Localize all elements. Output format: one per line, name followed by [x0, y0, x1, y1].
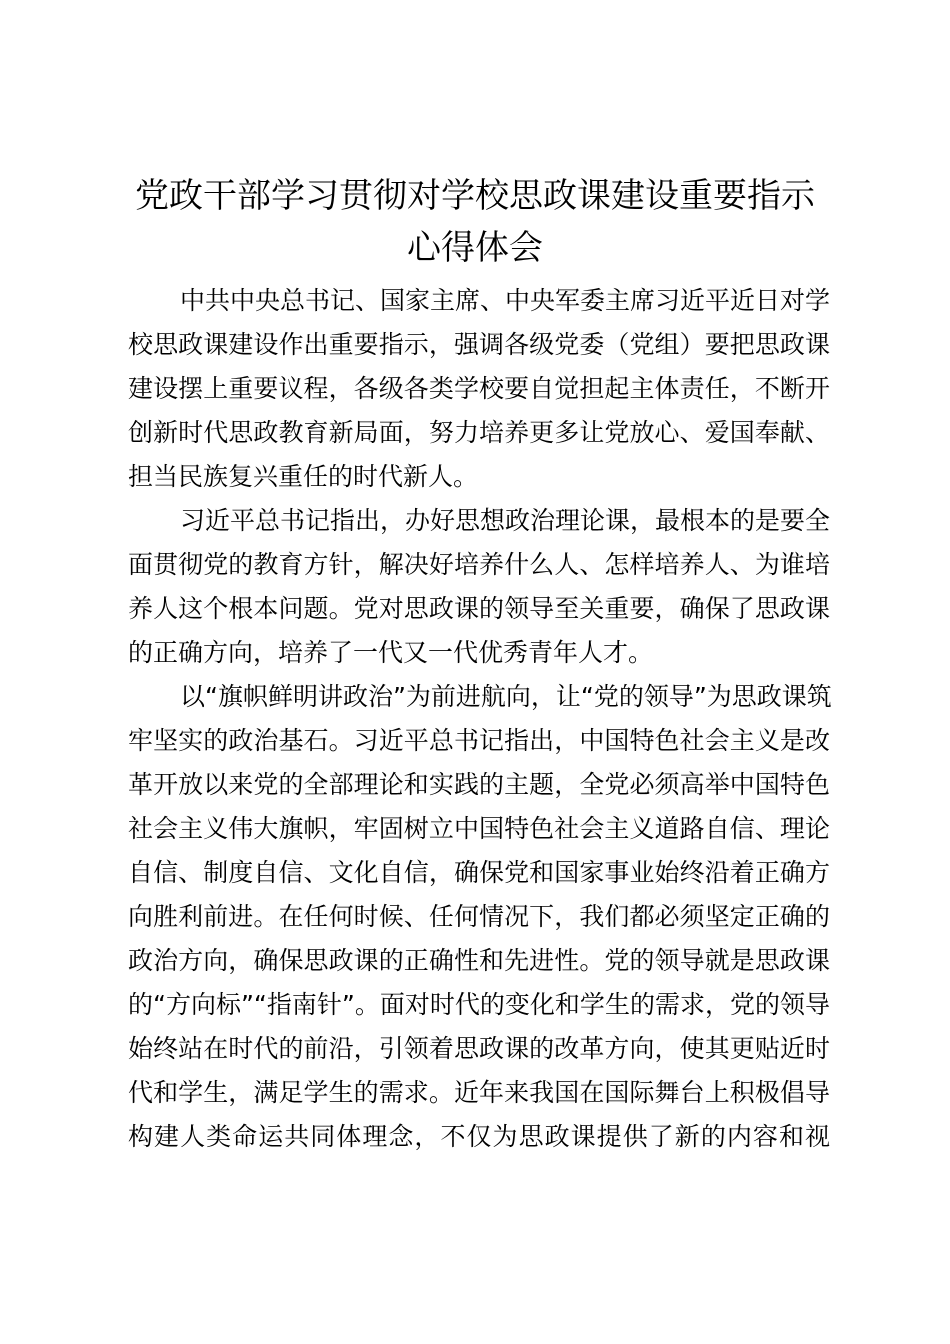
paragraph-line: 校思政课建设作出重要指示，强调各级党委（党组）要把思政课	[128, 330, 830, 359]
paragraph-line: 以“旗帜鲜明讲政治”为前进航向，让“党的领导”为思政课筑	[180, 682, 832, 711]
paragraph-line: 养人这个根本问题。党对思政课的领导至关重要，确保了思政课	[128, 594, 830, 623]
paragraph-line: 向胜利前进。在任何时候、任何情况下，我们都必须坚定正确的	[128, 902, 830, 931]
paragraph-line: 社会主义伟大旗帜，牢固树立中国特色社会主义道路自信、理论	[128, 814, 830, 843]
title-line: 心得体会	[407, 228, 543, 268]
paragraph-line: 中共中央总书记、国家主席、中央军委主席习近平近日对学	[180, 286, 831, 315]
paragraph-line: 面贯彻党的教育方针，解决好培养什么人、怎样培养人、为谁培	[128, 550, 830, 579]
paragraph-line: 担当民族复兴重任的时代新人。	[128, 462, 479, 491]
paragraph-line: 代和学生，满足学生的需求。近年来我国在国际舞台上积极倡导	[128, 1078, 830, 1107]
paragraph-line: 牢坚实的政治基石。习近平总书记指出，中国特色社会主义是改	[128, 726, 830, 755]
document-title	[120, 170, 830, 274]
paragraph-line: 革开放以来党的全部理论和实践的主题，全党必须高举中国特色	[128, 770, 830, 799]
paragraph-line: 习近平总书记指出，办好思想政治理论课，最根本的是要全	[180, 506, 831, 535]
title-line: 党政干部学习贯彻对学校思政课建设重要指示	[135, 176, 815, 216]
paragraph-line: 的正确方向，培养了一代又一代优秀青年人才。	[128, 638, 654, 667]
paragraph-line: 构建人类命运共同体理念，不仅为思政课提供了新的内容和视	[128, 1122, 830, 1151]
paragraph-line: 始终站在时代的前沿，引领着思政课的改革方向，使其更贴近时	[128, 1034, 830, 1063]
paragraph-line: 政治方向，确保思政课的正确性和先进性。党的领导就是思政课	[128, 946, 830, 975]
document-body	[128, 279, 830, 1159]
paragraph-line: 创新时代思政教育新局面，努力培养更多让党放心、爱国奉献、	[128, 418, 830, 447]
paragraph-line: 建设摆上重要议程，各级各类学校要自觉担起主体责任，不断开	[128, 374, 830, 403]
paragraph-line: 的“方向标”“指南针”。面对时代的变化和学生的需求，党的领导	[128, 990, 830, 1019]
paragraph-line: 自信、制度自信、文化自信，确保党和国家事业始终沿着正确方	[128, 858, 830, 887]
